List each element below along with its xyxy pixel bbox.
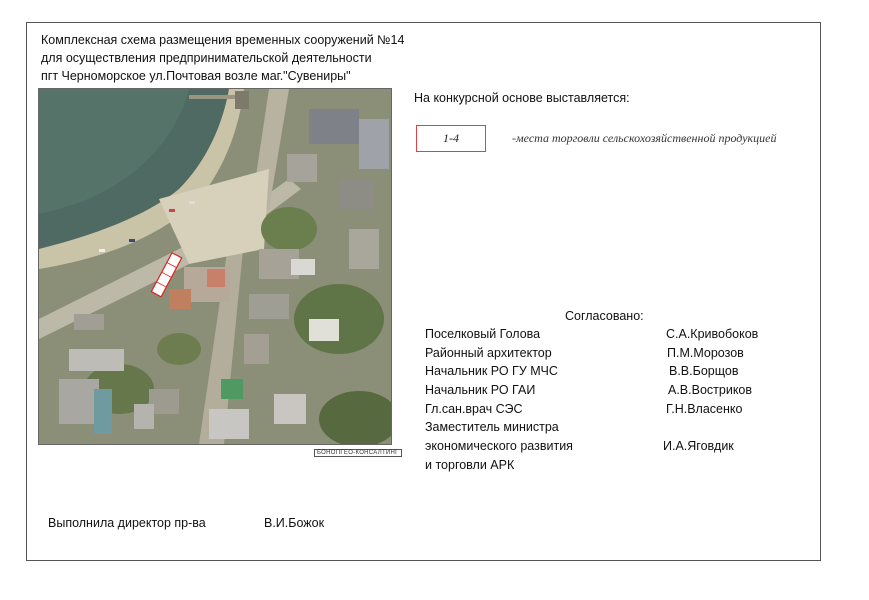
signatory-name: П.М.Морозов bbox=[667, 346, 744, 360]
signatory-position: Начальник РО ГАИ bbox=[425, 383, 536, 397]
title-line-3: пгт Черноморское ул.Почтовая возле маг."Сувениры" bbox=[41, 69, 351, 83]
signatory-position: Заместитель министра bbox=[425, 420, 559, 434]
signatory-position: Гл.сан.врач СЭС bbox=[425, 402, 523, 416]
signatory-position: Поселковый Голова bbox=[425, 327, 541, 341]
signatory-name: Г.Н.Власенко bbox=[666, 402, 743, 416]
legend-symbol: 1-4 bbox=[416, 125, 486, 152]
approval-heading: Согласовано: bbox=[565, 309, 644, 323]
signatory-name: А.В.Востриков bbox=[668, 383, 753, 397]
title-line-1: Комплексная схема размещения временных сооружений №14 bbox=[41, 33, 405, 47]
document-title bbox=[41, 31, 404, 85]
author-role: Выполнила директор пр-ва bbox=[48, 516, 206, 530]
signatory-position: и торговли АРК bbox=[425, 458, 515, 472]
signatory-position: Районный архитектор bbox=[425, 346, 552, 360]
author-name: В.И.Божок bbox=[264, 516, 325, 530]
signatory-name: И.А.Яговдик bbox=[663, 439, 734, 453]
signatory-name: В.В.Борщов bbox=[669, 364, 739, 378]
signatory-position: Начальник РО ГУ МЧС bbox=[425, 364, 558, 378]
title-line-2: для осуществления предпринимательской деятельности bbox=[41, 51, 372, 65]
contest-heading: На конкурсной основе выставляется: bbox=[414, 91, 630, 105]
legend-description: -места торговли сельскохозяйственной продукцией bbox=[512, 131, 777, 145]
map-watermark: БОНОПГЕО-КОНСАЛТИНГ bbox=[314, 449, 402, 457]
aerial-map bbox=[38, 88, 392, 445]
signatory-position: экономического развития bbox=[425, 439, 573, 453]
signatory-name: С.А.Кривобоков bbox=[666, 327, 759, 341]
